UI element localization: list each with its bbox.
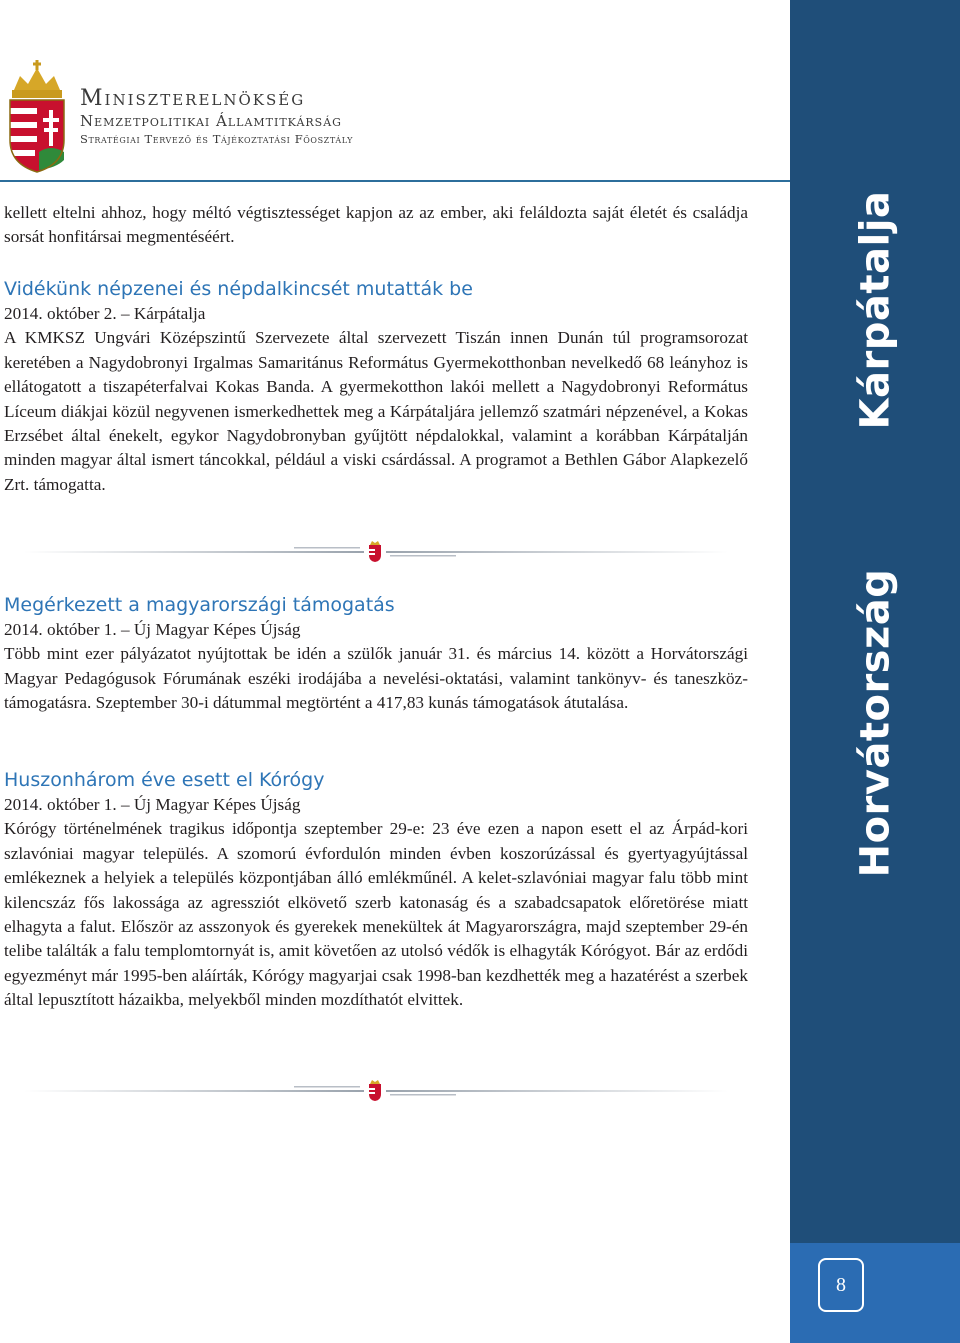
intro-block [4,201,748,250]
page-number: 8 [836,1273,846,1296]
org-main-title: Miniszterelnökség [80,86,306,111]
ornamental-divider [24,1080,728,1102]
article-dateline: 2014. október 1. – Új Magyar Képes Újság [4,620,301,639]
page-number-panel [790,1243,960,1343]
intro-paragraph: kellett eltelni ahhoz, hogy méltó végtisztességet kapjon az az ember, aki feláldozta saját életét és családja sorsát honfitársai megmentéséért. [4,203,748,247]
tab-karpatalja [790,190,960,430]
article-dateline: 2014. október 2. – Kárpátalja [4,304,206,323]
article-body: A KMKSZ Ungvári Középszintű Szervezete által szervezett Tiszán innen Dunán túl programsorozat keretében a Nagydobronyi Irgalmas Samaritánus Református Gyermekotthonban nevelkedő 68 leányhoz is ellátogatott a tiszapéterfalvai Kokas Banda. A gyermekotthon lakói mellett a Nagydobronyi Református Líceum diákjai közül negyvenen ismerkedhettek meg a Kárpátaljára jellemző szatmári népzenével, a Kokas Erzsébet által énekelt, egykor Nagydobronyban gyűjtött népdalokkal, valamint a korábban Kárpátalján minden magyar által ismert táncokkal, például a viski csárdással. A programot a Bethlen Gábor Alapkezelő Zrt. támogatta. [4,328,748,494]
article-1 [4,276,748,497]
org-subtitle-2: Stratégiai Tervező és Tájékoztatási Főosztály [80,132,353,146]
header-divider [0,180,790,182]
article-body: Kórógy történelmének tragikus időpontja szeptember 29-e: 23 éve ezen a napon esett el az Árpád-kori szlavóniai magyar település. A szomorú évfordulón minden évben koszorúzással és gyertyagyújtással emlékeznek a helyiek a település központjában álló emlékműnél. A kelet-szlavóniai magyar falu több mint kilencszáz fős lakossága az agressziót elkövető szerb katonaság és a szabadcsapatok előretörése miatt elhagyta a falut. Először az asszonyok és gyerekek menekültek át Magyarországra, majd szeptember 29-én telibe találták a falu templomtornyát is, amit követően az utolsó védők is elhagyták Kórógyot. Bár az erdődi egyezményt már 1995-ben aláírták, Kórógy magyarjai csak 1998-ban kezdhették meg a hazatérést a szerbek által lepusztított házaikba, melyekből minden mozdíthatót elvittek. [4,819,748,1010]
section-sidebar [790,0,960,1343]
article-title: Megérkezett a magyarországi támogatás [4,594,395,616]
organization-name [80,86,353,147]
article-3 [4,767,748,1013]
article-title: Vidékünk népzenei és népdalkincsét mutatták be [4,278,473,300]
tab-karpatalja-label: Kárpátalja [852,190,898,430]
org-subtitle-1: Nemzetpolitikai Államtitkárság [80,112,342,130]
tab-horvatorszag [790,568,960,877]
article-title: Huszonhárom éve esett el Kórógy [4,769,325,791]
tab-horvatorszag-label: Horvátország [852,568,899,877]
coat-of-arms-logo [6,60,68,174]
page-header [0,0,790,180]
article-dateline: 2014. október 1. – Új Magyar Képes Újság [4,795,301,814]
article-body: Több mint ezer pályázatot nyújtottak be idén a szülők január 31. és március 14. között a Horvátországi Magyar Pedagógusok Fórumának eszéki irodájába a nevelési-oktatási, valamint tankönyv- és taneszköz-támogatásra. Szeptember 30-i dátummal megtörtént a 417,83 kunás támogatások átutalása. [4,644,748,713]
article-2 [4,592,748,716]
ornamental-divider [24,541,728,563]
